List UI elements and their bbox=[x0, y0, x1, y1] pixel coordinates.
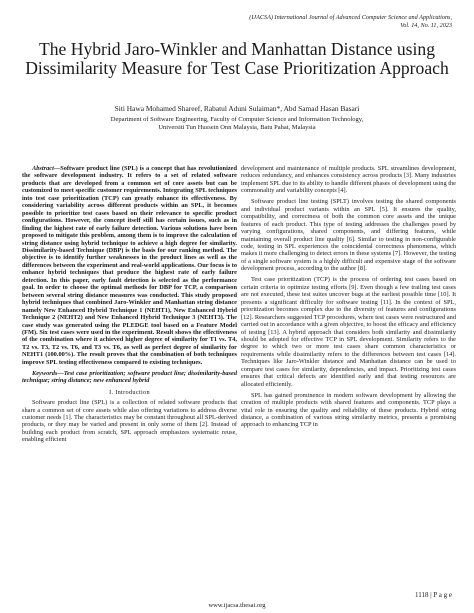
abstract-lead: Abstract bbox=[32, 165, 54, 172]
left-column bbox=[22, 165, 237, 447]
right-paragraph-3: SPL has gained prominence in modern software development by allowing the creation of multiple products with shared features and components. TCP plays a vital role in ensuring the quality and reliability of these products. Hybrid string distance, a combination of various string similarity metrics, presents a promising approach to enhancing TCP in bbox=[241, 391, 456, 429]
right-column bbox=[241, 165, 456, 432]
paper-title: The Hybrid Jaro-Winkler and Manhattan Distance using Dissimilarity Measure for Test Case Prioritization Approach bbox=[25, 39, 449, 78]
journal-url[interactable]: www.ijacsa.thesai.org bbox=[208, 602, 266, 609]
abstract-text: —Software product line (SPL) is a concept that has revolutionized the software development industry. It refers to a set of related software products that are developed from a common set of core assets but can be customized to meet specific customer requirements. Integrating SPL techniques into test case prioritization (TCP) can greatly enhance its effectiveness. By considering variability across different products within an SPL, it becomes possible to prioritize test cases based on their relevance to specific product configurations. However, the concept itself still has certain issues, such as in finding the highest rate of early failure detection. Various solutions have been proposed to mitigate this problem, among them is to improve the calculation of string distance using hybrid technique to achieve a high degree for similarity. Dissimilarity-based Technique (DBP) is the basis for our ranking method. The objective is to identify further weaknesses in the product lines as well as the differences between the experiment and real-world applications. Our focus is to enhance hybrid techniques that produce the highest rate of early failure detection. In this paper, early fault detection is selected as the performance goal. In order to choose the optimal methods for DBP for TCP, a comparison between several string distance measures was conducted. This study proposed hybrid techniques that combined Jaro-Winkler and Manhattan string distance namely New Enhanced Hybrid Technique 1 (NEHT1), New Enhanced Hybrid Technique 2 (NEHT2) and New Enhanced Hybrid Technique 3 (NEHT3). The case study was generated using the PLEDGE tool based on a Feature Model (FM). Six test cases were used in the experiment. Result shows the effectiveness of the combination where it achieved higher degree of similarity for T1 vs. T4, T2 vs. T3, T2 vs. T6, and T3 vs. T6, as well as perfect degree of similarity for NEHT1 (100.00%). The result proves that the combination of both techniques improve SPL testing effectiveness compared to existing techniques. bbox=[22, 165, 237, 366]
right-paragraph-2: Test case prioritization (TCP) is the process of ordering test cases based on certain criteria to optimize testing efforts [9]. Even though a few trailing test cases are not executed, these test suites uncover bugs at the earliest possible time [10]. It presents a significant difficulty for software testing [11]. In the context of SPL, prioritization becomes complex due to the diversity of features and configurations [12]. Researchers suggested TCP procedures, where test cases were restructured and carried out in accordance with a given objective, to boost the efficacy and efficiency of testing [13]. A hybrid approach that considers both similarity and dissimilarity should be adopted for effective TCP in SPL development. Similarity refers to the degree to which two or more test cases share common characteristics or requirements while dissimilarity refers to the differences between test cases [14]. Techniques like Jaro-Winkler distance and Manhattan distance can be used to compare test cases for similarity, dependencies, and impact. Prioritizing test cases ensures that critical defects are identified early and that testing resources are allocated efficiently. bbox=[241, 276, 456, 388]
journal-name: (IJACSA) International Journal of Advanced Computer Science and Applications, bbox=[249, 14, 452, 21]
paper-affiliation bbox=[22, 116, 452, 132]
abstract bbox=[22, 165, 237, 366]
journal-header bbox=[152, 14, 452, 30]
right-paragraph-0: development and maintenance of multiple products. SPL streamlines development, reduces redundancy, and enhances consistency across products [3]. Many industries implement SPL due to its ability to handle different phases of development using the commonality and variability concepts [4]. bbox=[241, 165, 456, 195]
keywords: Keywords—Test case prioritization; software product line; dissimilarity-based technique; string distance; new enhanced hybrid bbox=[22, 369, 237, 385]
journal-volume: Vol. 14, No. 11, 2023 bbox=[400, 22, 452, 29]
intro-paragraph: Software product line (SPL) is a collection of related software products that share a common set of core assets while also offering variations to address diverse customer needs [1]. The characteristics may be constant throughout all SPL-derived products, or they may be varied and present in only some of them [2]. Instead of building each product from scratch, SPL approach emphasizes systematic reuse, enabling efficient bbox=[22, 399, 237, 444]
paper-authors: Siti Hawa Mohamed Shareef, Rabatul Aduni Sulaiman*, Abd Samad Hasan Basari bbox=[114, 104, 360, 113]
affiliation-department: Department of Software Engineering, Faculty of Computer Science and Information Technology, bbox=[110, 116, 364, 123]
right-paragraph-1: Software product line testing (SPLT) involves testing the shared components and individual product variants within an SPL [5]. It ensures the quality, compatibility, and correctness of both the common core assets and the unique features of each product. This type of testing addresses the challenges posed by varying configurations, shared components, and differing features, while maintaining overall product line quality [6]. Similar to testing in non-configurable code, testing in SPL experiences the coincidental correctness phenomena, which makes it more challenging to detect errors in these systems [7]. However, the testing of a single software system is a highly difficult and expensive stage of the software development process, according to the author [8]. bbox=[241, 198, 456, 273]
page-number: 1118 | P a g e bbox=[415, 591, 452, 599]
affiliation-university: Universiti Tun Hussein Onn Malaysia, Batu Pahat, Malaysia bbox=[158, 124, 316, 132]
section-heading-introduction: I. Introduction bbox=[109, 388, 150, 396]
